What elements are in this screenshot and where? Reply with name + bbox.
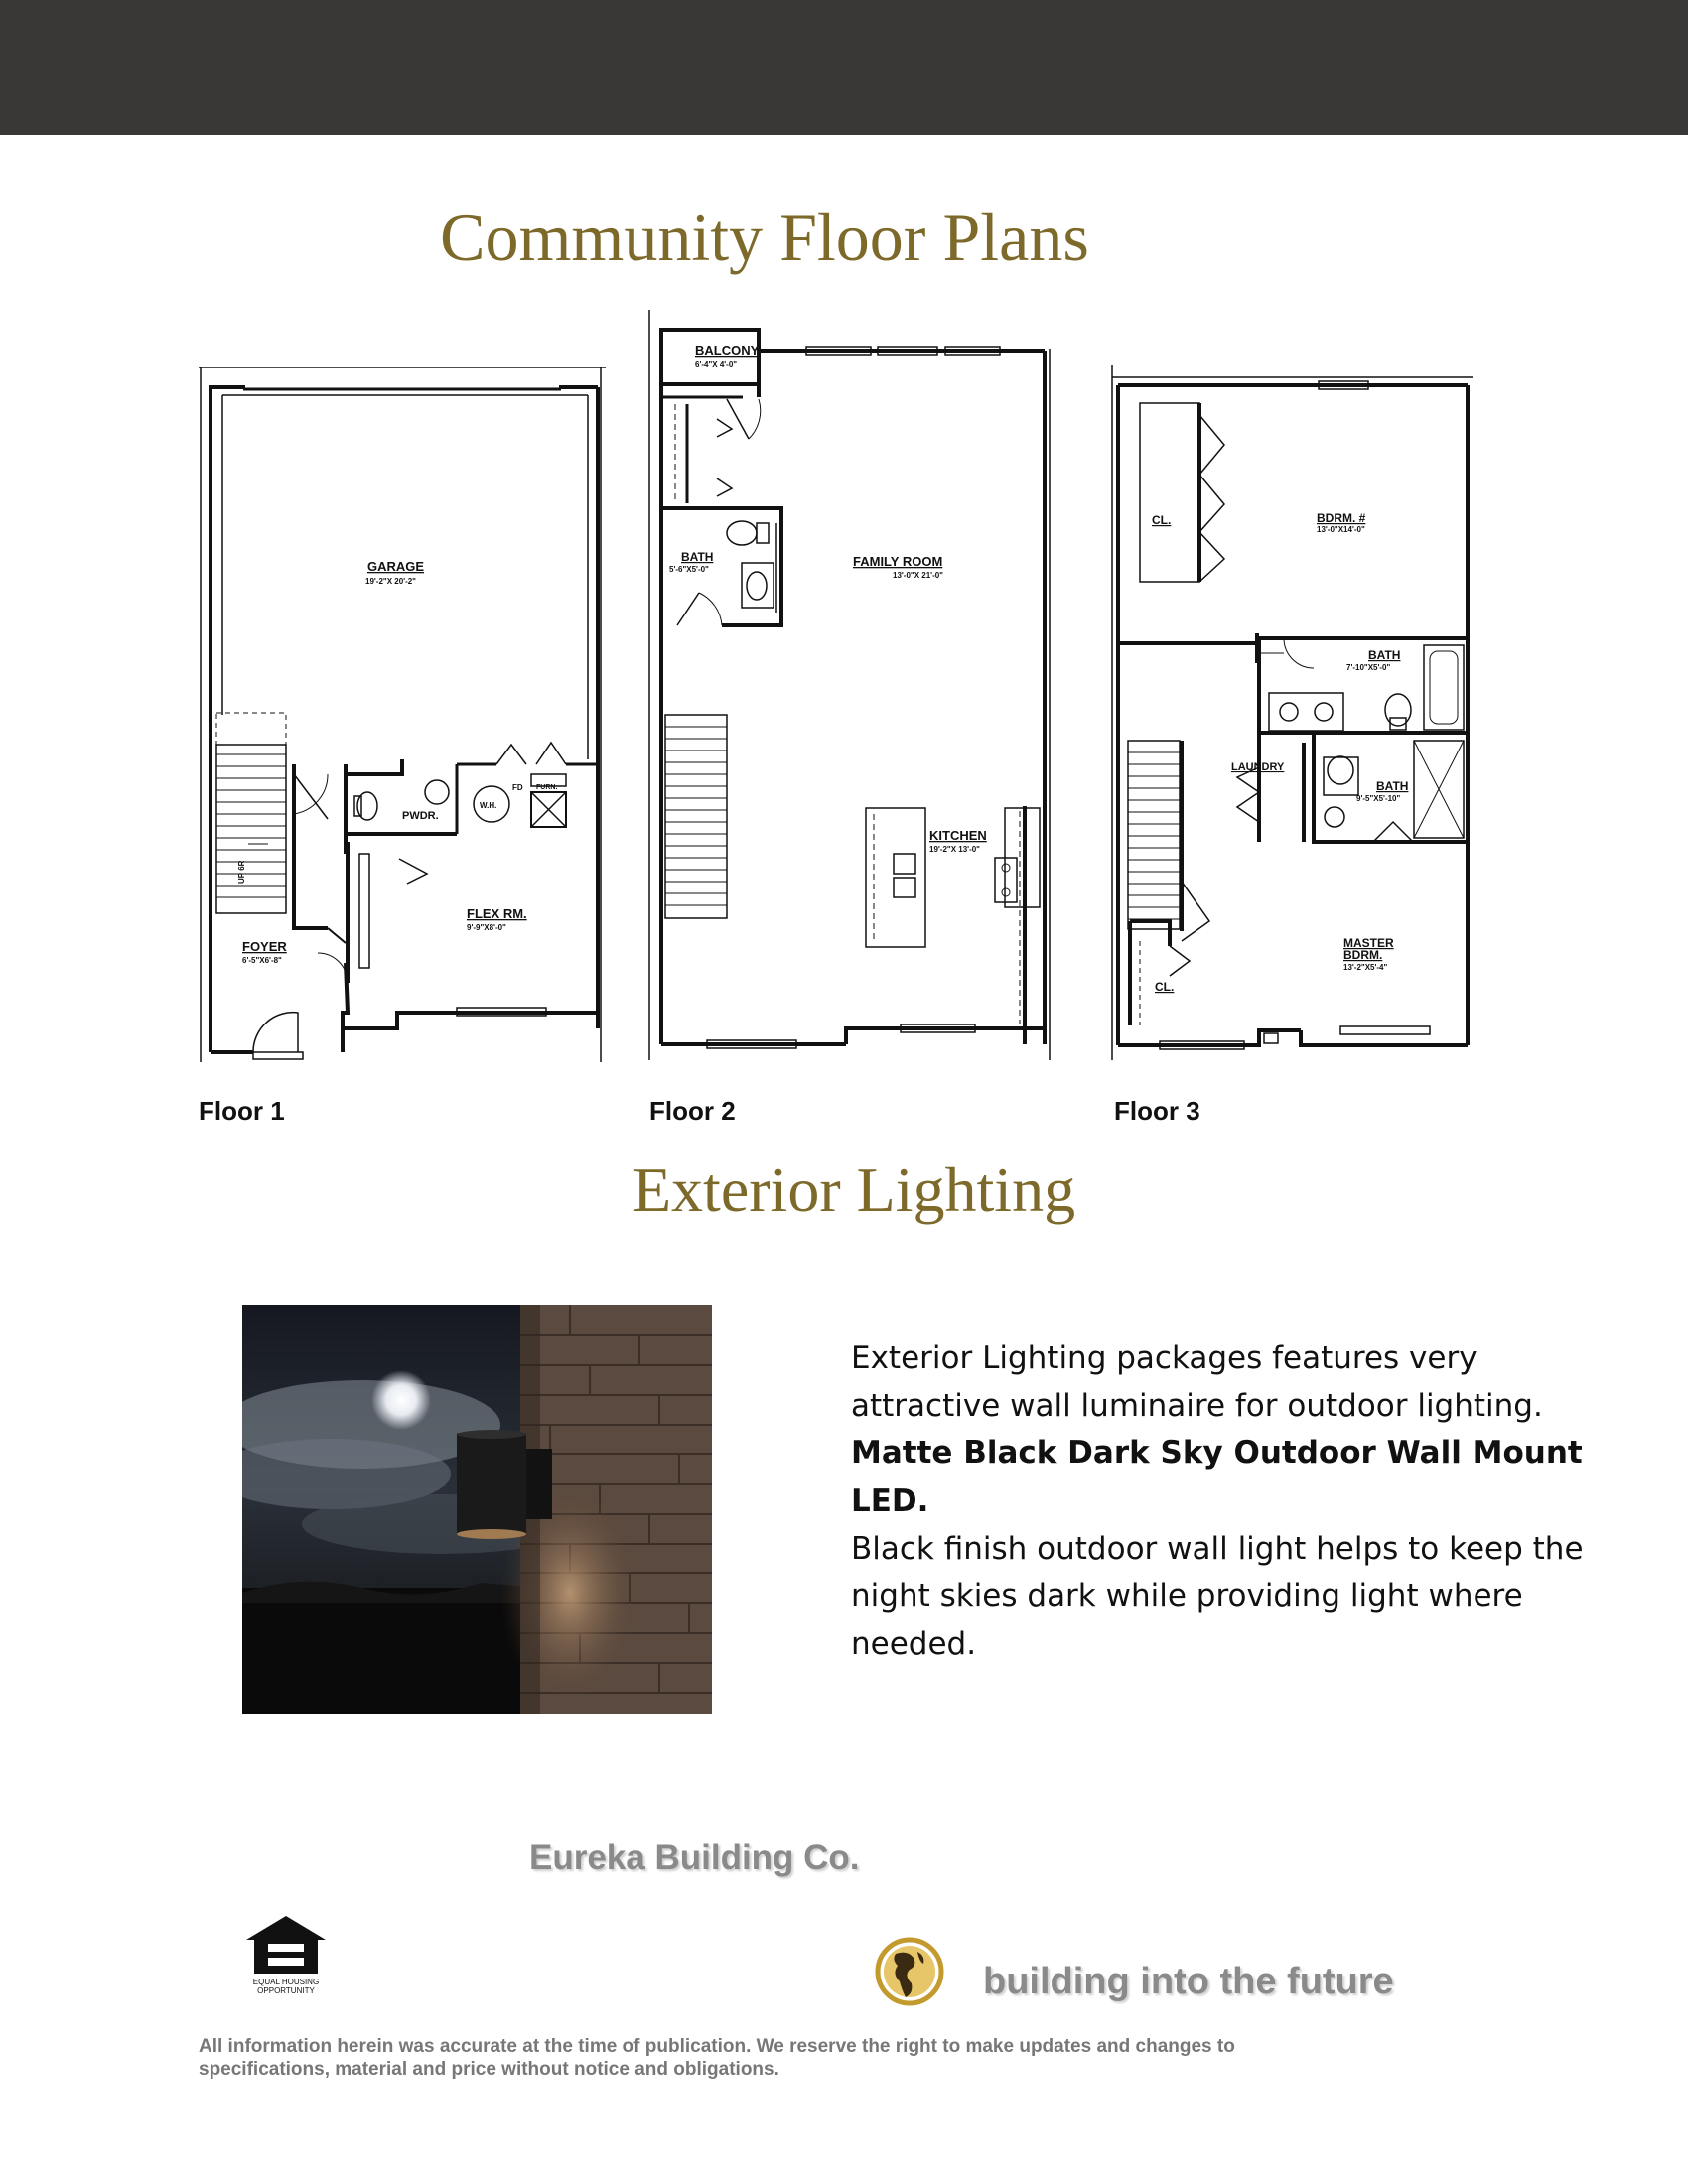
bedroom-1-dim: 13'-0"X14'-0": [1317, 525, 1365, 534]
furn-label: FURN.: [536, 784, 558, 791]
desc-line: Black finish outdoor wall light helps to keep the: [851, 1531, 1584, 1567]
equal-housing-icon: [244, 1914, 328, 1999]
up-label: UP 6R: [237, 860, 246, 884]
kitchen-dim: 19'-2"X 13'-0": [929, 845, 980, 854]
disclaimer-line-2: specifications, material and price without notice and obligations.: [199, 2059, 779, 2080]
eho-text-2: OPPORTUNITY: [257, 1986, 315, 1995]
lighting-description: [851, 1334, 1586, 1668]
balcony-label: BALCONY: [695, 343, 760, 358]
master-label-2: BDRM.: [1343, 948, 1383, 962]
bath-1-dim: 7'-10"X5'-0": [1346, 663, 1391, 672]
floor-2-plan: [647, 310, 1055, 1060]
desc-line: needed.: [851, 1626, 977, 1662]
foyer-label: FOYER: [242, 939, 287, 954]
bath-2-label: BATH: [1376, 779, 1409, 793]
page-title: Community Floor Plans: [440, 200, 1089, 275]
tagline: building into the future: [983, 1961, 1394, 2002]
family-room-label: FAMILY ROOM: [853, 554, 943, 569]
bath-1-label: BATH: [1368, 648, 1401, 662]
garage-label: GARAGE: [367, 559, 425, 574]
floor-2-label: Floor 2: [649, 1096, 736, 1126]
floor-1-plan: [199, 367, 606, 1062]
company-name: Eureka Building Co.: [529, 1839, 860, 1877]
eho-text-1: EQUAL HOUSING: [252, 1978, 320, 1986]
globe-icon: [874, 1936, 945, 2007]
flex-dim: 9'-9"X8'-0": [467, 923, 506, 932]
laundry-label: LAUNDRY: [1231, 761, 1285, 773]
closet-2-label: CL.: [1155, 980, 1175, 994]
desc-line: Exterior Lighting packages features very: [851, 1340, 1477, 1376]
closet-1-label: CL.: [1152, 513, 1172, 527]
kitchen-label: KITCHEN: [929, 828, 987, 843]
bath-dim: 5'-6"X5'-0": [669, 565, 709, 574]
garage-dim: 19'-2"X 20'-2": [365, 577, 416, 586]
fd-label: FD: [512, 783, 523, 792]
wall-lamp-photo: [242, 1305, 712, 1714]
desc-line: attractive wall luminaire for outdoor lighting.: [851, 1388, 1543, 1424]
flex-label: FLEX RM.: [467, 906, 527, 921]
bath-label: BATH: [681, 550, 714, 564]
bath-2-dim: 9'-5"X5'-10": [1356, 794, 1401, 803]
master-dim: 13'-2"X5'-4": [1343, 963, 1388, 972]
foyer-dim: 6'-5"X6'-8": [242, 956, 282, 965]
pwdr-label: PWDR.: [402, 810, 439, 822]
top-banner: [0, 0, 1688, 135]
balcony-dim: 6'-4"X 4'-0": [695, 360, 738, 369]
product-name: Matte Black Dark Sky Outdoor Wall Mount LED.: [851, 1435, 1583, 1519]
floor-3-label: Floor 3: [1114, 1096, 1200, 1126]
disclaimer-line-1: All information herein was accurate at the time of publication. We reserve the right to make updates and changes to: [199, 2036, 1235, 2057]
section-title-lighting: Exterior Lighting: [632, 1155, 1076, 1225]
master-label-1: MASTER: [1343, 936, 1394, 950]
floor-1-label: Floor 1: [199, 1096, 285, 1126]
wh-label: W.H.: [480, 801, 497, 810]
desc-line: night skies dark while providing light where: [851, 1578, 1523, 1614]
disclaimer: [199, 2035, 1489, 2081]
bedroom-1-label: BDRM. #: [1317, 511, 1366, 525]
floor-3-plan: [1110, 365, 1482, 1060]
family-room-dim: 13'-0"X 21'-0": [893, 571, 943, 580]
